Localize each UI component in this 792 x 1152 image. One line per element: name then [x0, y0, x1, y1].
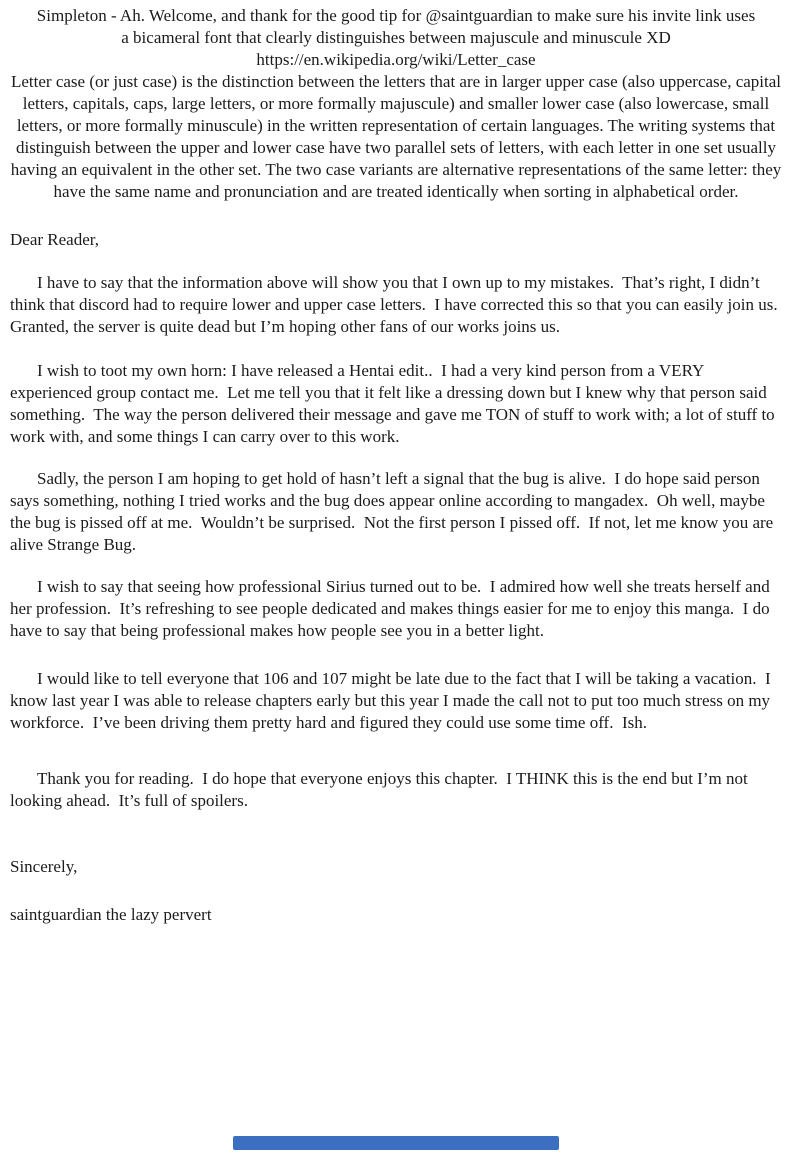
- header-line-2: a bicameral font that clearly distinguishes between majuscule and minuscule XD: [121, 28, 671, 47]
- letter-paragraph-2: I wish to toot my own horn: I have released a Hentai edit.. I had a very kind person from a VERY experienced group contact me. Let me tell you that it felt like a dressing down but I knew why that person said something. The way the person delivered their message and gave me TON of stuff to work with; a lot of stuff to work with, and some things I can carry over to this work.: [10, 361, 779, 446]
- reader-progress-bar[interactable]: [233, 1136, 559, 1150]
- letter-paragraph-1: I have to say that the information above will show you that I own up to my mistakes. That’s right, I didn’t think that discord had to require lower and upper case letters. I have corrected this so that you can easily join us. Granted, the server is quite dead but I’m hoping other fans of our works joins us.: [10, 273, 787, 336]
- signature: saintguardian the lazy pervert: [10, 905, 212, 924]
- header-line-1: Simpleton - Ah. Welcome, and thank for the good tip for @saintguardian to make sure his invite link uses: [36, 6, 756, 25]
- letter-paragraph-5: I would like to tell everyone that 106 and 107 might be late due to the fact that I will be taking a vacation. I know last year I was able to release chapters early but this year I made the call not to put too much stress on my workforce. I’ve been driving them pretty hard and figured they could use some time off. Ish.: [10, 669, 775, 732]
- letter-paragraph-4: I wish to say that seeing how professional Sirius turned out to be. I admired how well she treats herself and her profession. It’s refreshing to see people dedicated and makes things easier for me to enjoy this manga. I do have to say that being professional makes how people see you in a better light.: [10, 577, 774, 640]
- wikipedia-url: https://en.wikipedia.org/wiki/Letter_case: [256, 50, 536, 69]
- letter-paragraph-3: Sadly, the person I am hoping to get hold of hasn’t left a signal that the bug is alive. I do hope said person says something, nothing I tried works and the bug does appear online according to mangadex. Oh well, maybe the bug is pissed off at me. Wouldn’t be surprised. Not the first person I pissed off. If not, let me know you are alive Strange Bug.: [10, 469, 778, 554]
- closing: Sincerely,: [10, 857, 78, 876]
- wiki-excerpt-paragraph: Letter case (or just case) is the distinction between the letters that are in larger upper case (also uppercase, capital letters, capitals, caps, large letters, or more formally majuscule) and smaller lower case (also lowercase, small letters, or more formally minuscule) in the written representation of certain languages. The writing systems that distinguish between the upper and lower case have two parallel sets of letters, with each letter in one set usually having an equivalent in the other set. The two case variants are alternative representations of the same letter: they have the same name and pronunciation and are treated identically when sorting in alphabetical order.: [10, 72, 786, 201]
- salutation: Dear Reader,: [10, 230, 99, 249]
- letter-paragraph-6: Thank you for reading. I do hope that everyone enjoys this chapter. I THINK this is the end but I’m not looking ahead. It’s full of spoilers.: [10, 769, 752, 810]
